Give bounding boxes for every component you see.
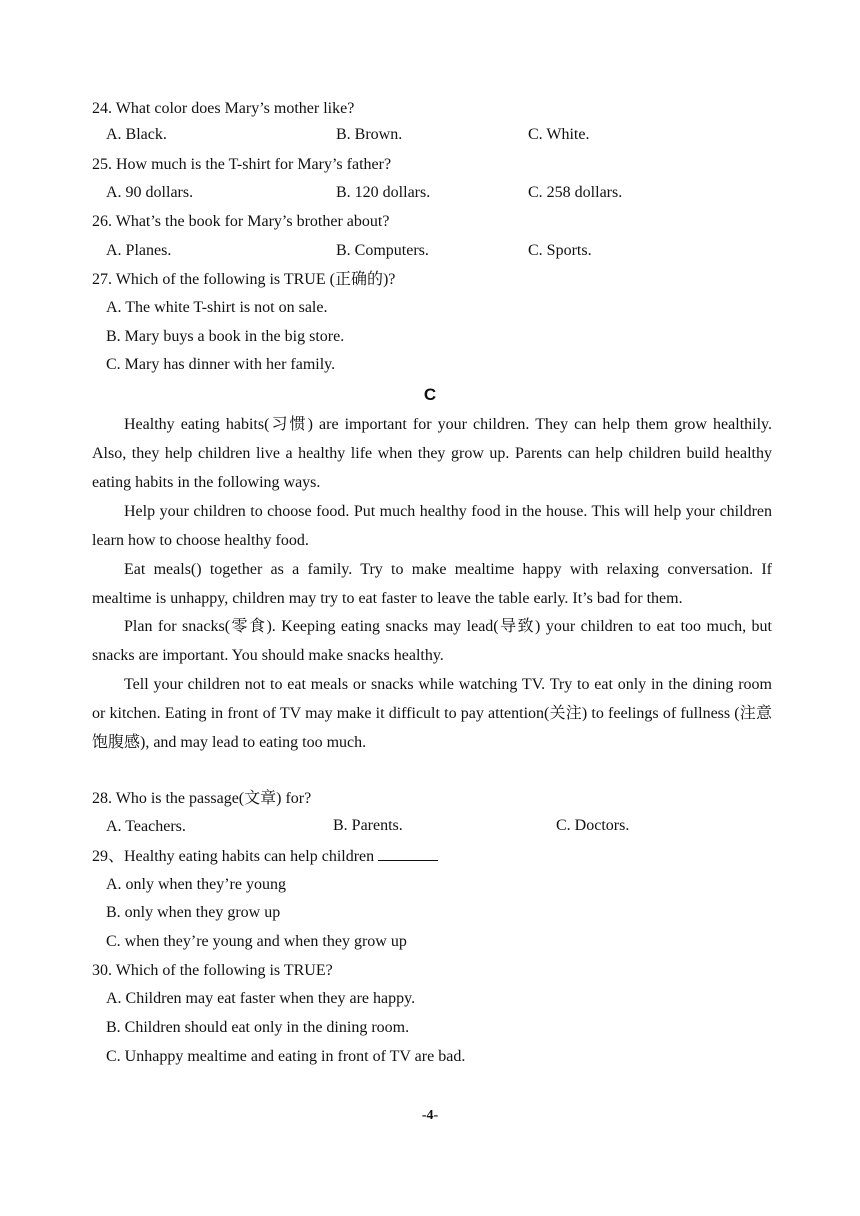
- passage-paragraph-1: Healthy eating habits(习惯) are important for your children. They can help them grow healthily. Also, they help children live a healthy life when they grow up. Parents can help children build healthy eating habits in the following ways.: [92, 416, 772, 491]
- option-30b: B. Children should eat only in the dining room.: [106, 1019, 410, 1036]
- option-26a: A. Planes.: [106, 242, 172, 259]
- option-29a: A. only when they’re young: [106, 876, 286, 893]
- option-27c: C. Mary has dinner with her family.: [106, 356, 336, 373]
- option-24a: A. Black.: [106, 126, 167, 143]
- option-27a: A. The white T-shirt is not on sale.: [106, 299, 328, 316]
- option-29c: C. when they’re young and when they grow up: [106, 933, 407, 950]
- option-24b: B. Brown.: [336, 126, 403, 143]
- passage-paragraph-3: Eat meals() together as a family. Try to make mealtime happy with relaxing conversation. If mealtime is unhappy, children may try to eat faster to leave the table early. It’s bad for them.: [92, 561, 772, 607]
- question-29-stem: 29、Healthy eating habits can help children: [92, 848, 375, 865]
- question-29: [92, 846, 438, 867]
- option-26c: C. Sports.: [528, 242, 592, 259]
- option-29b: B. only when they grow up: [106, 904, 281, 921]
- option-28a: A. Teachers.: [106, 818, 186, 835]
- option-28c: C. Doctors.: [556, 817, 630, 834]
- option-25a: A. 90 dollars.: [106, 184, 194, 201]
- option-25c: C. 258 dollars.: [528, 184, 623, 201]
- question-24: 24. What color does Mary’s mother like?: [92, 100, 355, 117]
- option-24c: C. White.: [528, 126, 590, 143]
- question-26: 26. What’s the book for Mary’s brother about?: [92, 213, 390, 230]
- option-25b: B. 120 dollars.: [336, 184, 431, 201]
- page-number: -4-: [421, 1108, 439, 1123]
- option-30a: A. Children may eat faster when they are happy.: [106, 990, 416, 1007]
- passage-paragraph-4: Plan for snacks(零食). Keeping eating snacks may lead(导致) your children to eat too much, but snacks are important. You should make snacks healthy.: [92, 618, 772, 664]
- question-30: 30. Which of the following is TRUE?: [92, 962, 333, 979]
- option-28b: B. Parents.: [333, 817, 403, 834]
- question-25: 25. How much is the T-shirt for Mary’s father?: [92, 156, 392, 173]
- option-26b: B. Computers.: [336, 242, 429, 259]
- answer-blank: [378, 846, 438, 861]
- passage-paragraph-5: Tell your children not to eat meals or snacks while watching TV. Try to eat only in the dining room or kitchen. Eating in front of TV may make it difficult to pay attention(关注) to feelings of fullness (注意饱腹感), and may lead to eating too much.: [92, 676, 772, 751]
- section-title: C: [423, 385, 437, 404]
- option-27b: B. Mary buys a book in the big store.: [106, 328, 345, 345]
- passage-paragraph-2: Help your children to choose food. Put much healthy food in the house. This will help your children learn how to choose healthy food.: [92, 503, 772, 549]
- question-28: 28. Who is the passage(文章) for?: [92, 790, 312, 807]
- option-30c: C. Unhappy mealtime and eating in front of TV are bad.: [106, 1048, 466, 1065]
- question-27: 27. Which of the following is TRUE (正确的)?: [92, 271, 396, 288]
